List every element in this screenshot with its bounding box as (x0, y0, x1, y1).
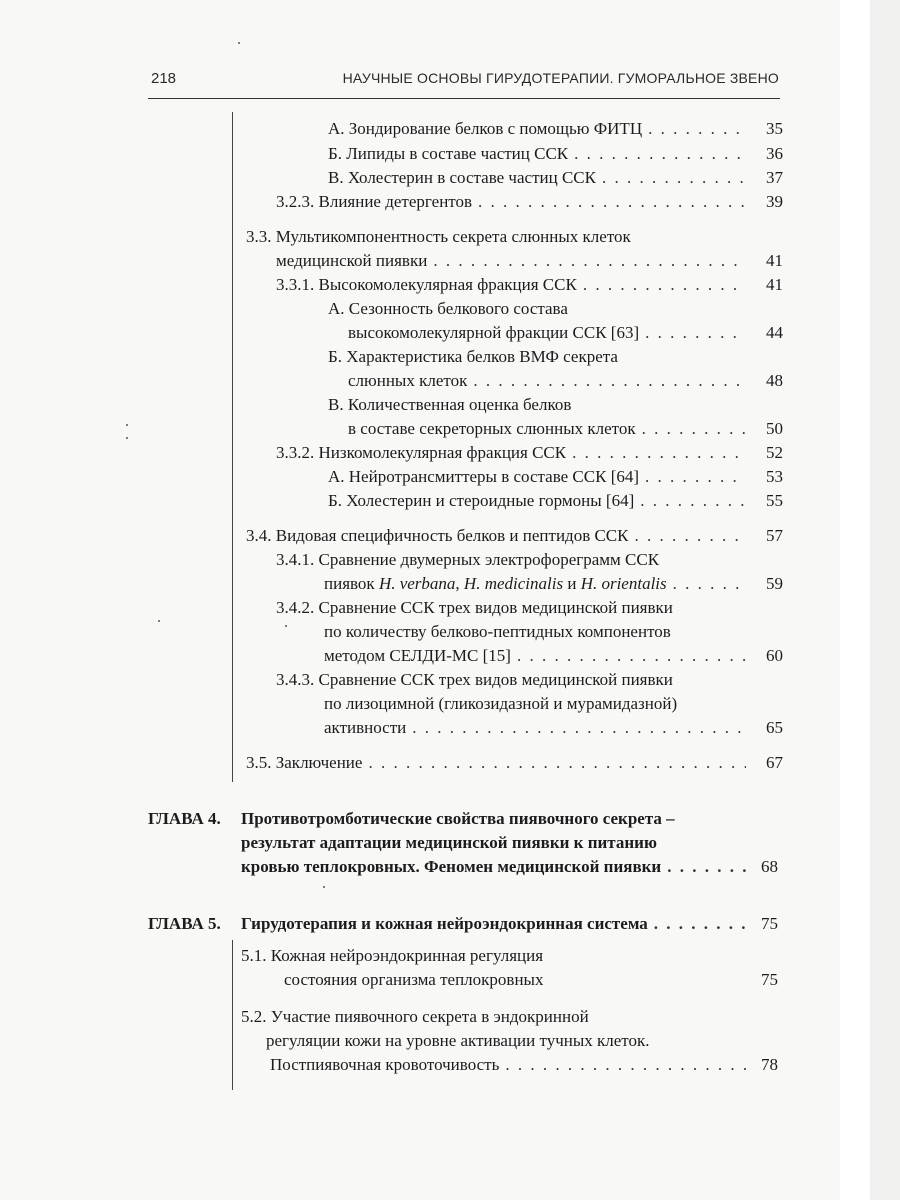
toc-entry-line[interactable]: 3.3. Мультикомпонентность секрета слюнных клеток (246, 227, 631, 246)
toc-entry[interactable]: 3.3.1. Высокомолекулярная фракция ССК . . . (276, 273, 746, 297)
toc-entry[interactable]: в составе секреторных слюнных клеток . . . (348, 417, 746, 441)
chapter-4-title-line[interactable]: результат адаптации медицинской пиявки к питанию (241, 833, 657, 852)
toc-entry[interactable]: 3.2.3. Влияние детергентов . . . (276, 190, 746, 214)
toc-entry[interactable]: В. Холестерин в составе частиц ССК . . . (328, 166, 746, 190)
toc-entry[interactable]: 3.3.2. Низкомолекулярная фракция ССК . . . (276, 441, 746, 465)
toc-entry-line[interactable]: по количеству белково-пептидных компонентов (324, 622, 671, 641)
toc-page: 44 (766, 323, 783, 342)
toc-page: 65 (766, 718, 783, 737)
toc-entry-line[interactable]: А. Сезонность белкового состава (328, 299, 568, 318)
print-speck (238, 42, 240, 44)
toc-page: 55 (766, 491, 783, 510)
toc-page: 37 (766, 168, 783, 187)
page-number: 218 (151, 70, 177, 87)
toc-page: 35 (766, 119, 783, 138)
toc-page: 60 (766, 646, 783, 665)
toc-entry-line[interactable]: 3.4.3. Сравнение ССК трех видов медицинской пиявки (276, 670, 673, 689)
toc-entry-line[interactable]: регуляции кожи на уровне активации тучных клеток. (266, 1031, 650, 1050)
chapter3-bracket (232, 112, 233, 782)
print-speck (323, 886, 325, 888)
toc-entry[interactable]: 3.5. Заключение . . . (246, 751, 746, 775)
chapter-5-label: ГЛАВА 5. (148, 914, 221, 933)
toc-page: 68 (761, 857, 778, 876)
toc-page: 48 (766, 371, 783, 390)
toc-entry-line[interactable]: состояния организма теплокровных (284, 970, 544, 989)
chapter5-bracket (232, 940, 233, 1090)
toc-entry[interactable]: пиявок H. verbana, H. medicinalis и H. orientalis . . . (324, 572, 746, 596)
toc-page: 75 (761, 914, 778, 933)
toc-entry-line[interactable]: 3.4.2. Сравнение ССК трех видов медицинской пиявки (276, 598, 673, 617)
toc-page: 57 (766, 526, 783, 545)
chapter-5-entry[interactable]: Гирудотерапия и кожная нейроэндокринная система . . . (241, 912, 746, 936)
toc-entry[interactable]: А. Зондирование белков с помощью ФИТЦ . . . (328, 117, 746, 141)
toc-page: 52 (766, 443, 783, 462)
toc-entry-line[interactable]: 3.4.1. Сравнение двумерных электрофореграмм ССК (276, 550, 660, 569)
toc-entry[interactable]: Б. Липиды в составе частиц ССК . . . (328, 142, 746, 166)
toc-page: 67 (766, 753, 783, 772)
toc-page: 59 (766, 574, 783, 593)
print-speck (126, 437, 128, 439)
toc-page: 36 (766, 144, 783, 163)
toc-page: 50 (766, 419, 783, 438)
running-head (151, 70, 779, 96)
toc-entry[interactable]: слюнных клеток . . . (348, 369, 746, 393)
toc-page: 41 (766, 275, 783, 294)
print-speck (285, 625, 287, 627)
toc-page: 39 (766, 192, 783, 211)
toc-page: 41 (766, 251, 783, 270)
toc-entry-line[interactable]: по лизоцимной (гликозидазной и мурамидазной) (324, 694, 678, 713)
toc-entry-line[interactable]: 5.1. Кожная нейроэндокринная регуляция (241, 946, 544, 965)
toc-entry[interactable]: методом СЕЛДИ-МС [15] . . . (324, 644, 746, 668)
print-speck (126, 424, 128, 426)
toc-entry[interactable]: высокомолекулярной фракции ССК [63] . . . (348, 321, 746, 345)
page-edge (840, 0, 900, 1200)
chapter-4-title-line[interactable]: Противотромботические свойства пиявочного секрета – (241, 809, 675, 828)
print-speck (158, 620, 160, 622)
toc-entry[interactable]: медицинской пиявки . . . (276, 249, 746, 273)
toc-entry[interactable]: Постпиявочная кровоточивость . . . (270, 1053, 746, 1077)
chapter-4-entry[interactable]: кровью теплокровных. Феномен медицинской пиявки . . . (241, 855, 746, 879)
toc-page: 75 (761, 970, 778, 989)
toc-page: 78 (761, 1055, 778, 1074)
header-rule (148, 98, 780, 99)
chapter-4-label: ГЛАВА 4. (148, 809, 221, 828)
toc-entry[interactable]: активности . . . (324, 716, 746, 740)
toc-entry-line[interactable]: Б. Характеристика белков ВМФ секрета (328, 347, 618, 366)
toc-entry[interactable]: 3.4. Видовая специфичность белков и пептидов ССК . . . (246, 524, 746, 548)
toc-entry[interactable]: Б. Холестерин и стероидные гормоны [64] . . . (328, 489, 746, 513)
toc-page: 53 (766, 467, 783, 486)
toc-entry[interactable]: А. Нейротрансмиттеры в составе ССК [64] . . . (328, 465, 746, 489)
toc-entry-line[interactable]: 5.2. Участие пиявочного секрета в эндокринной (241, 1007, 589, 1026)
running-title: НАУЧНЫЕ ОСНОВЫ ГИРУДОТЕРАПИИ. ГУМОРАЛЬНОЕ ЗВЕНО (342, 70, 779, 86)
toc-entry-line[interactable]: В. Количественная оценка белков (328, 395, 572, 414)
